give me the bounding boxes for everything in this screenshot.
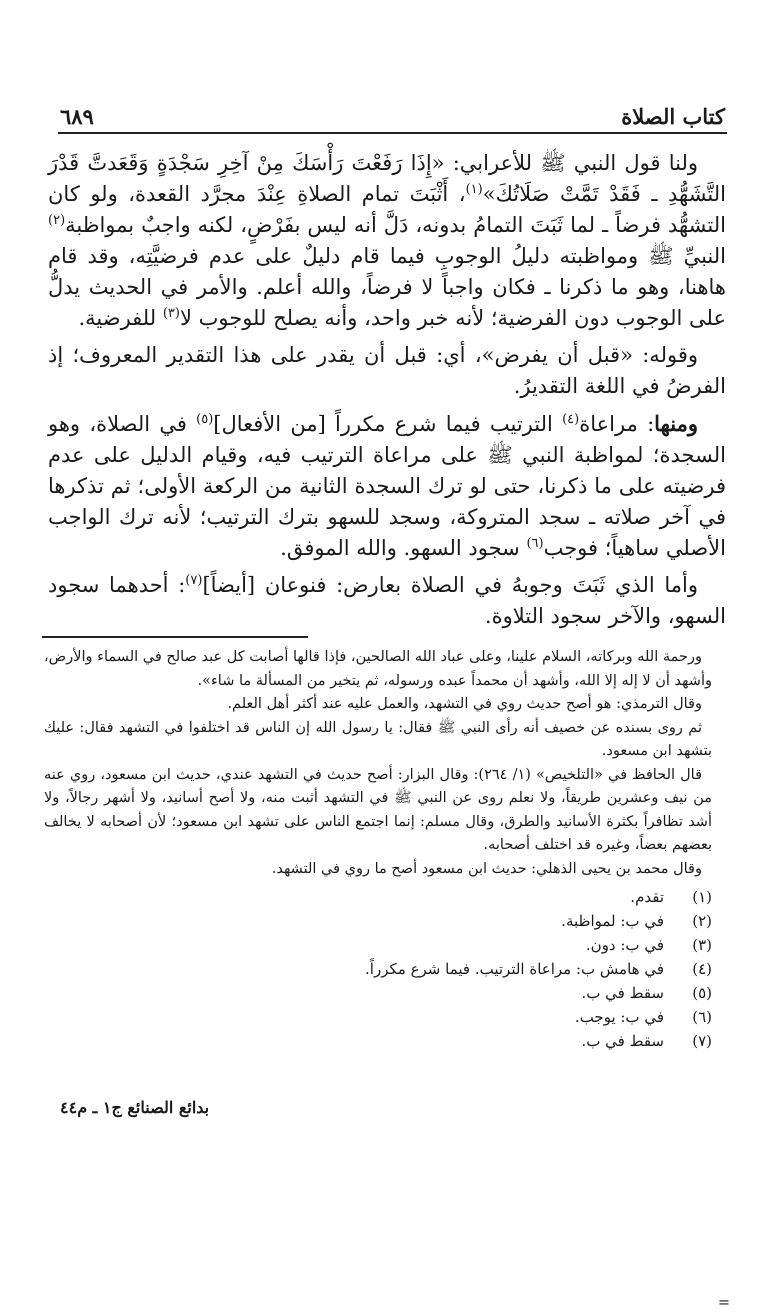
footnote-ref-1: (١) (465, 182, 483, 197)
footnote-item: (٤) في هامش ب: مراعاة الترتيب. فيما شرع مكرراً. (365, 960, 712, 978)
footnote-paragraph: وقال محمد بن يحيى الذهلي: حديث ابن مسعود أصح ما روي في التشهد. (271, 860, 702, 877)
footnote-ref-6: (٦) (526, 536, 544, 551)
footnote-list (44, 885, 712, 1053)
paragraph-2: وقوله: «قبل أن يفرض»، أي: قبل أن يقدر على هذا التقدير المعروف؛ إذ الفرضُ في اللغة التقديرُ. (48, 343, 726, 398)
running-header (60, 104, 725, 134)
footnote-ref-7: (٧) (185, 573, 203, 588)
footnote-ref-2: (٢) (48, 213, 66, 228)
footnote-rule (42, 636, 308, 638)
header-rule (58, 132, 727, 134)
footnote-ref-4: (٤) (562, 412, 580, 427)
footnote-paragraph: وقال الترمذي: هو أصح حديث روي في التشهد، والعمل عليه عند أكثر أهل العلم. (227, 696, 702, 712)
footnote-item: (٧) سقط في ب. (581, 1032, 712, 1050)
paragraph-4: وأما الذي ثَبَتَ وجوبهُ في الصلاة بعارض: فنوعان [أيضاً]$^{(٧)}$: أحدهما سجود السهو، والآخر سجود التلاوة. (48, 573, 726, 628)
continuation-mark: = (717, 1295, 730, 1311)
section-lead: ومنها (654, 411, 698, 436)
footnote-item: (٣) في ب: دون. (585, 936, 712, 954)
paragraph-3: ومنها: مراعاة$^{(٤)}$ الترتيب فيما شرع مكرراً [من الأفعال]$^{(٥)}$ في الصلاة، وهو السجدة؛ لمواظبة النبي ﷺ على مراعاة الترتيب فيه، وقيام الدليل على عدم فرضيته على ما ذكرنا، حتى لو ترك السجدة الثانية من الركعة الأولى؛ ثم تذكرها في آخر صلاته ـ سجد المتروكة، وسجد للسهو بترك الترتيب؛ لأنه ترك الواجب الأصلي ساهياً؛ فوجب$^{(٦)}$ سجود السهو. والله الموفق. (48, 411, 726, 560)
book-signature: بدائع الصنائع ج١ ـ م٤٤ (60, 1098, 210, 1117)
chapter-title: كتاب الصلاة (621, 104, 725, 129)
footnote-paragraph: ثم روى بسنده عن خصيف أنه رأى النبي ﷺ فقال: يا رسول الله إن الناس قد اختلفوا في التشهد فقال: عليك بتشهد ابن مسعود. (44, 719, 712, 759)
footnote-continued-text: ورحمة الله وبركاته، السلام علينا، وعلى عباد الله الصالحين، فإذا قالها أصابت كل عبد صالح في السماء والأرض، وأشهد أن لا إله إلا الله، وأشهد أن محمداً عبده ورسوله، ثم يتخير من المسألة ما شاء». (44, 649, 712, 689)
footnote-item: (١) تقدم. (630, 888, 712, 906)
footnote-paragraph: قال الحافظ في «التلخيص» (١/ ٢٦٤): وقال البزار: أصح حديث في التشهد عندي، حديث ابن مسعود، روي عنه من نيف وعشرين طريقاً، ولا نعلم روى عن النبي ﷺ في التشهد أثبت منه، ولا أصح أسانيد، ولا أشهر رجالاً، ولا أشد تظافراً بكثرة الأسانيد والطرق، وقال مسلم: إنما اجتمع الناس على تشهد ابن مسعود؛ لأن أصحابه لا يخالف بعضهم بعضاً، وغيره قد اختلف أصحابه. (44, 766, 712, 853)
footnote-ref-3: (٣) (162, 306, 180, 321)
signature-footer (0, 1098, 770, 1117)
footnote-item: (٢) في ب: لمواظبة. (561, 912, 712, 930)
footnote-item: (٥) سقط في ب. (581, 984, 712, 1002)
main-text (48, 148, 726, 638)
paragraph-1: ولنا قول النبي ﷺ للأعرابي: «إِذَا رَفَعْتَ رَأْسَكَ مِنْ آخِرِ سَجْدَةٍ وَقَعَدتَّ قَدْرَ التَّشَهُّدِ ـ فَقَدْ تَمَّتْ صَلَاتُكَ»$^{(١)}$، أَثْبَتَ تمام الصلاةِ عِنْدَ مجرَّد القعدة، ولو كان التشهُّد فرضاً ـ لما ثَبَتَ التمامُ بدونه، دَلَّ أنه ليس بفَرْضٍ، لكنه واجبٌ بمواظبة$^{(٢)}$ النبيِّ ﷺ ومواظبته دليلُ الوجوبِ فيما قام دليلٌ على عدم فرضيَّتِه، وقد قام هاهنا، وهو ما ذكرنا ـ فكان واجباً لا فرضاً، والله أعلم. والأمر في الحديث يدلُّ على الوجوب دون الفرضية؛ لأنه خبر واحد، وأنه يصلح للوجوب لا$^{(٣)}$ للفرضية. (48, 151, 727, 330)
page-number: ٦٨٩ (60, 104, 94, 129)
footnote-ref-5: (٥) (196, 412, 214, 427)
footnote-item: (٦) في ب: يوجب. (574, 1008, 712, 1026)
